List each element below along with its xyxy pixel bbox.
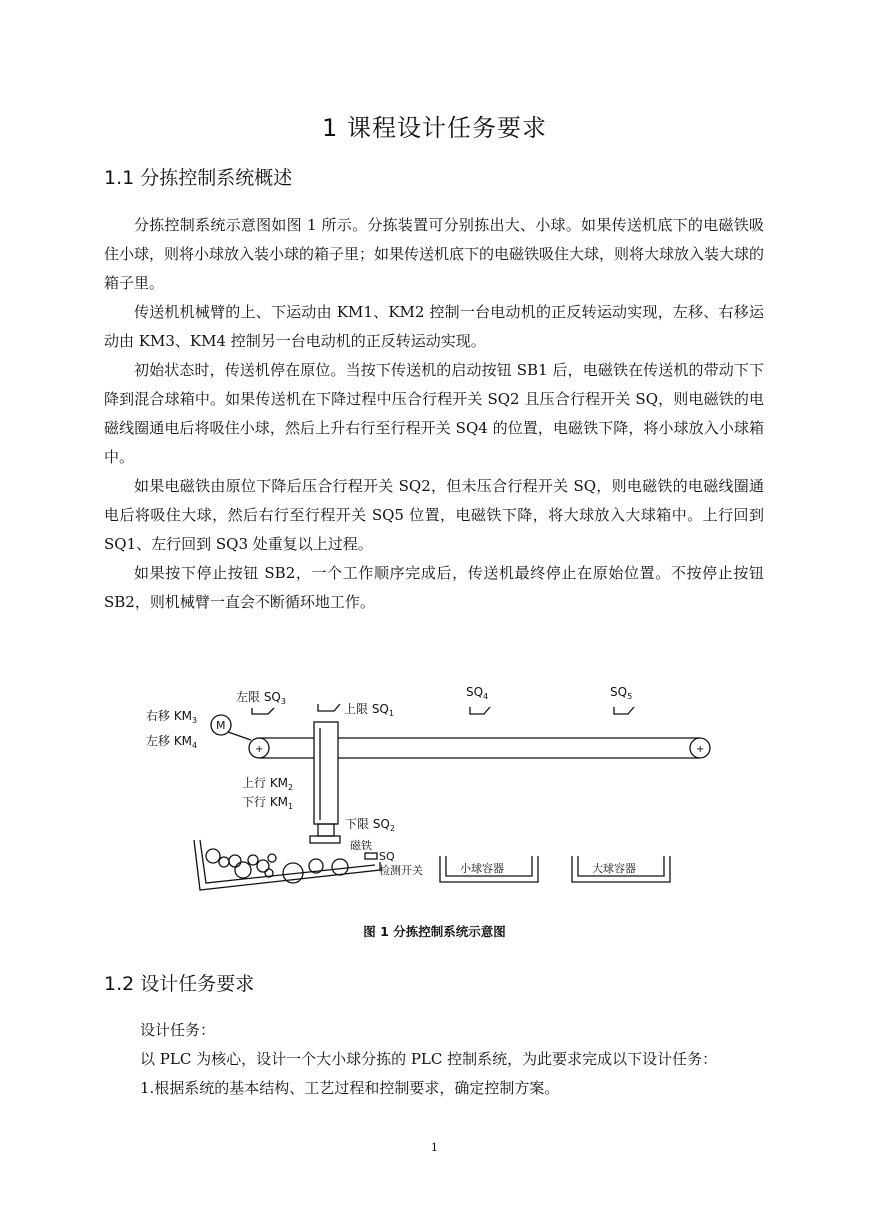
lower-limit-subscript: 2 [389,824,395,833]
down-move-label: 下行 KM [242,795,289,809]
arm-rod [318,824,334,836]
section-1-1-body [104,211,764,617]
right-pulley-symbol: + [696,744,705,755]
svg-text:SQ4 [466,685,488,701]
paragraph: 传送机机械臂的上、下运动由 KM1、KM2 控制一台电动机的正反转运动实现，左移、右移运动由 KM3、KM4 控制另一台电动机的正反转运动实现。 [104,303,764,350]
motor-label: M [216,719,226,732]
page-number: 1 [431,1141,438,1154]
sq5-subscript: 5 [627,692,633,701]
right-move-label: 右移 KM [146,709,193,723]
sq-detect-switch [365,853,377,859]
small-container-label: 小球容器 [460,862,504,875]
sq4-subscript: 4 [483,692,489,701]
text-line: 设计任务： [140,1021,216,1039]
svg-text:下限 SQ2 [345,817,395,833]
sq5-label: SQ [610,685,628,699]
sorting-system-diagram [120,680,740,910]
lower-limit-label: 下限 SQ [345,817,390,831]
paragraph: 如果电磁铁由原位下降后压合行程开关 SQ2，但未压合行程开关 SQ，则电磁铁的电磁线圈通电后将吸住大球，然后右行至行程开关 SQ5 位置，电磁铁下降，将大球放入大球箱中。上行回到 SQ1、左行回到 SQ3 处重复以上过程。 [104,477,764,553]
upper-limit-subscript: 1 [388,709,394,718]
svg-text:右移 KM3 [146,709,197,725]
vertical-arm [314,722,338,824]
svg-text:左移 KM4 [146,734,197,750]
section-title-1-1: 1.1 分拣控制系统概述 [104,167,293,189]
sq3-switch [252,708,274,714]
up-move-label: 上行 KM [242,776,289,790]
chapter-title: 1 课程设计任务要求 [322,114,547,142]
ball [257,860,269,872]
left-pulley-symbol: + [255,744,264,755]
svg-text:左限 SQ3 [236,690,286,706]
ball [235,862,251,878]
up-move-subscript: 2 [288,783,294,792]
ball [268,854,276,862]
detect-switch-label: 检测开关 [379,864,423,877]
sq5-switch [614,707,634,714]
electromagnet [310,836,340,843]
left-limit-subscript: 3 [280,697,286,706]
upper-limit-label: 上限 SQ [344,702,389,716]
text-line: 1.根据系统的基本结构、工艺过程和控制要求，确定控制方案。 [140,1079,560,1097]
paragraph: 如果按下停止按钮 SB2，一个工作顺序完成后，传送机最终停止在原始位置。不按停止按钮 SB2，则机械臂一直会不断循环地工作。 [104,564,764,611]
sq4-switch [470,707,490,714]
paragraph: 分拣控制系统示意图如图 1 所示。分拣装置可分别拣出大、小球。如果传送机底下的电磁铁吸住小球，则将小球放入装小球的箱子里；如果传送机底下的电磁铁吸住大球，则将大球放入装大球的箱子里。 [104,216,765,292]
left-move-label: 左移 KM [146,734,193,748]
sq1-switch [318,704,340,711]
ball [248,855,258,865]
text-line: 以 PLC 为核心，设计一个大小球分拣的 PLC 控制系统，为此要求完成以下设计任务： [140,1050,718,1068]
section-1-2-body [140,1016,780,1103]
big-container-label: 大球容器 [592,862,636,875]
figure-caption: 图 1 分拣控制系统示意图 [363,924,506,939]
ball [206,849,220,863]
svg-text:上行 KM2 [242,775,293,792]
sq4-label: SQ [466,685,484,699]
section-title-1-2: 1.2 设计任务要求 [104,973,255,995]
ball [332,859,348,875]
ball [219,857,229,867]
sq-detect-label: SQ [379,850,395,863]
paragraph: 初始状态时，传送机停在原位。当按下传送机的启动按钮 SB1 后，电磁铁在传送机的带动下下降到混合球箱中。如果传送机在下降过程中压合行程开关 SQ2 且压合行程开关 SQ，则电磁铁的电磁线圈通电后将吸住小球，然后上升右行至行程开关 SQ4 的位置，电磁铁下降，将小球放入小球箱中。 [104,361,764,466]
svg-text:上限 SQ1 [344,701,394,718]
right-move-subscript: 3 [192,716,198,725]
left-move-subscript: 4 [192,741,198,750]
svg-text:SQ5 [610,685,632,701]
ball [229,855,241,867]
down-move-subscript: 1 [288,802,294,811]
magnet-label: 磁铁 [350,839,372,852]
left-limit-label: 左限 SQ [236,690,281,704]
svg-text:下行 KM1 [242,795,293,811]
